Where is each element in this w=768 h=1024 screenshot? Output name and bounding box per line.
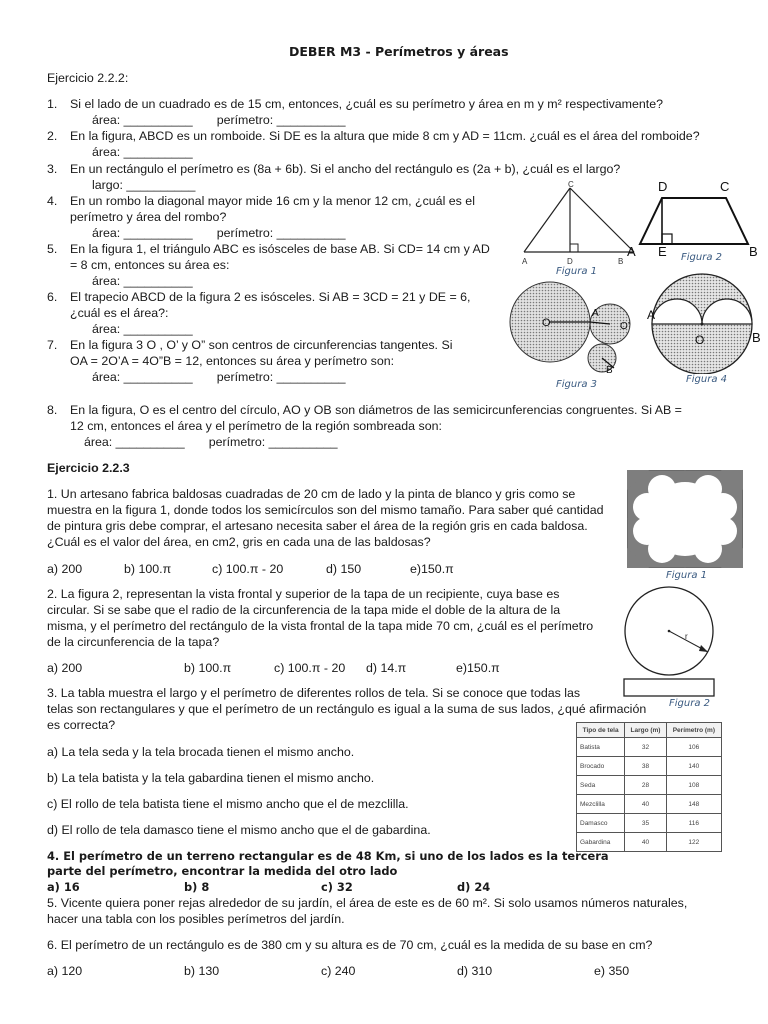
exercise-heading: Ejercicio 2.2.2:	[47, 71, 129, 85]
figure-caption: Figura 2	[681, 252, 722, 263]
figure-caption: Figura 1	[556, 266, 597, 277]
vertex-label: C	[568, 180, 574, 189]
item-number: 4.	[47, 194, 58, 208]
question-text: de pintura gris debe comprar, el artesano necesita saber el área de la región gris en cada baldosa.	[47, 519, 588, 533]
fabric-table	[576, 722, 722, 852]
table-header: Tipo de tela	[577, 723, 625, 738]
vertex-label: A	[522, 257, 528, 266]
question-text: misma, y el perímetro del rectángulo de la vista frontal de la tapa mide 70 cm, ¿cuál es el perímetro	[47, 619, 594, 633]
answer-blanks: área: __________	[92, 274, 193, 288]
item-number: 6.	[47, 290, 58, 304]
question-text: es correcta?	[47, 718, 116, 732]
table-cell: 40	[625, 795, 666, 814]
figure-caption: Figura 3	[556, 379, 597, 390]
point-label: B	[752, 330, 761, 345]
answer-option: b) 8	[184, 880, 210, 894]
table-cell: 32	[625, 738, 666, 757]
problem-text: En la figura 3 O , O’ y O” son centros de circunferencias tangentes. Si	[70, 338, 453, 352]
problem-text: En la figura, ABCD es un romboide. Si DE es la altura que mide 8 cm y AD = 11cm. ¿cuál es el área del romboide?	[70, 129, 700, 143]
problem-text: En un rombo la diagonal mayor mide 16 cm y la menor 12 cm, ¿cuál es el	[70, 194, 475, 208]
item-number: 3.	[47, 162, 58, 176]
question-text: parte del perímetro, encontrar la medida del otro lado	[47, 864, 398, 878]
table-cell: 148	[666, 795, 721, 814]
answer-option: b) 130	[184, 964, 220, 978]
answer-option: d) 310	[457, 964, 493, 978]
point-label: O	[695, 333, 705, 347]
vertex-label: B	[749, 244, 758, 259]
problem-text: OA = 2O’A = 4O”B = 12, entonces su área y perímetro son:	[70, 354, 395, 368]
problem-text: En un rectángulo el perímetro es (8a + 6b). Si el ancho del rectángulo es (2a + b), ¿cuál es el largo?	[70, 162, 621, 176]
item-number: 5.	[47, 242, 58, 256]
tile-figure	[627, 470, 743, 568]
page-title: DEBER M3 - Perímetros y áreas	[289, 44, 509, 59]
answer-blanks: área: __________ perímetro: __________	[92, 370, 346, 384]
table-row	[577, 757, 722, 776]
question-text: hacer una tabla con los posibles perímetros del jardín.	[47, 912, 345, 926]
problem-text: En la figura 1, el triángulo ABC es isósceles de base AB. Si CD= 14 cm y AD	[70, 242, 490, 256]
answer-option: c) 240	[321, 964, 356, 978]
answer-option: b) 100.π	[124, 562, 172, 576]
question-text: 6. El perímetro de un rectángulo es de 380 cm y su altura es de 70 cm, ¿cuál es la medida de su base en cm?	[47, 938, 653, 952]
vertex-label: B	[618, 257, 624, 266]
semicircles-figure	[646, 270, 768, 374]
question-text: 5. Vicente quiera poner rejas alrededor de su jardín, el área de este es de 60 m². Si solo usamos números naturales,	[47, 896, 688, 910]
point-label: A	[592, 308, 599, 319]
table-header: Perímetro (m)	[666, 723, 721, 738]
table-cell: 40	[625, 833, 666, 852]
table-cell: 28	[625, 776, 666, 795]
table-cell: 108	[666, 776, 721, 795]
answer-option: b) 100.π	[184, 661, 232, 675]
vertex-label: C	[720, 179, 730, 194]
answer-option: c) 100.π - 20	[212, 562, 284, 576]
table-cell: 106	[666, 738, 721, 757]
point-label: O’	[620, 321, 630, 332]
vertex-label: D	[658, 179, 668, 194]
question-text: circular. Si se sabe que el radio de la circunferencia de la tapa mide el doble de la altura de la	[47, 603, 561, 617]
question-text: telas son rectangulares y que el perímetro de un rectángulo es igual a la suma de sus lados, ¿qué afirmación	[47, 702, 647, 716]
point-label: B	[606, 365, 613, 376]
answer-blanks: área: __________ perímetro: __________	[84, 435, 338, 449]
problem-text: = 8 cm, entonces su área es:	[70, 258, 230, 272]
question-text: 4. El perímetro de un terreno rectangular es de 48 Km, si uno de los lados es la tercera	[47, 849, 609, 863]
lid-figure	[620, 584, 720, 700]
item-number: 7.	[47, 338, 58, 352]
table-header: Largo (m)	[625, 723, 666, 738]
table-cell: Batista	[577, 738, 625, 757]
table-cell: 35	[625, 814, 666, 833]
question-text: de la circunferencia de la tapa?	[47, 635, 220, 649]
answer-option: b) La tela batista y la tela gabardina tienen el mismo ancho.	[47, 771, 375, 785]
answer-option: a) 16	[47, 880, 80, 894]
answer-option: d) 150	[326, 562, 362, 576]
problem-text: En la figura, O es el centro del círculo, AO y OB son diámetros de las semicircunferencias congruentes. Si AB =	[70, 403, 682, 417]
vertex-label: E	[658, 244, 667, 259]
item-number: 2.	[47, 129, 58, 143]
table-cell: 116	[666, 814, 721, 833]
table-cell: 140	[666, 757, 721, 776]
item-number: 8.	[47, 403, 58, 417]
question-text: 3. La tabla muestra el largo y el perímetro de diferentes rollos de tela. Si se conoce que todas las	[47, 686, 581, 700]
table-row	[577, 814, 722, 833]
table-cell: Gabardina	[577, 833, 625, 852]
answer-option: c) 100.π - 20	[274, 661, 346, 675]
answer-option: e)150.π	[410, 562, 454, 576]
table-cell: Mezclilla	[577, 795, 625, 814]
table-cell: Seda	[577, 776, 625, 795]
exercise-heading: Ejercicio 2.2.3	[47, 461, 130, 475]
tangent-circles-figure	[508, 280, 654, 384]
answer-option: e) 350	[594, 964, 630, 978]
trapezoid-figure	[620, 176, 766, 264]
table-cell: Damasco	[577, 814, 625, 833]
table-cell: 38	[625, 757, 666, 776]
answer-option: c) El rollo de tela batista tiene el mismo ancho que el de mezclilla.	[47, 797, 409, 811]
answer-option: a) 120	[47, 964, 83, 978]
question-text: 1. Un artesano fabrica baldosas cuadradas de 20 cm de lado y la pinta de blanco y gris como se	[47, 487, 576, 501]
answer-option: a) 200	[47, 661, 83, 675]
point-label: O	[542, 317, 551, 329]
figure-caption: Figura 1	[666, 570, 707, 581]
answer-option: a) La tela seda y la tela brocada tienen el mismo ancho.	[47, 745, 355, 759]
answer-blanks: área: __________ perímetro: __________	[92, 113, 346, 127]
table-row	[577, 738, 722, 757]
answer-blanks: área: __________ perímetro: __________	[92, 226, 346, 240]
answer-blanks: largo: __________	[92, 178, 196, 192]
item-number: 1.	[47, 97, 58, 111]
figure-caption: Figura 2	[669, 698, 710, 709]
vertex-label: D	[567, 257, 573, 266]
vertex-label: A	[627, 244, 636, 259]
answer-blanks: área: __________	[92, 322, 193, 336]
table-cell: Brocado	[577, 757, 625, 776]
answer-option: d) 14.π	[366, 661, 407, 675]
point-label: A	[647, 308, 656, 322]
answer-option: e)150.π	[456, 661, 500, 675]
figure-caption: Figura 4	[686, 374, 727, 385]
answer-option: d) 24	[457, 880, 491, 894]
problem-text: ¿cuál es el área?:	[70, 306, 169, 320]
answer-option: c) 32	[321, 880, 353, 894]
problem-text: perímetro y área del rombo?	[70, 210, 227, 224]
answer-blanks: área: __________	[92, 145, 193, 159]
problem-text: Si el lado de un cuadrado es de 15 cm, entonces, ¿cuál es su perímetro y área en m y m² respectivamente?	[70, 97, 663, 111]
radius-label: r	[685, 632, 688, 641]
table-header-row	[577, 723, 722, 738]
problem-text: El trapecio ABCD de la figura 2 es isósceles. Si AB = 3CD = 21 y DE = 6,	[70, 290, 471, 304]
answer-option: a) 200	[47, 562, 83, 576]
table-row	[577, 795, 722, 814]
problem-text: 12 cm, entonces el área y el perímetro de la región sombreada son:	[70, 419, 442, 433]
table-cell: 122	[666, 833, 721, 852]
table-row	[577, 776, 722, 795]
answer-option: d) El rollo de tela damasco tiene el mismo ancho que el de gabardina.	[47, 823, 431, 837]
question-text: ¿Cuál es el valor del área, en cm2, gris en cada una de las baldosas?	[47, 535, 431, 549]
question-text: 2. La figura 2, representan la vista frontal y superior de la tapa de un recipiente, cuya base es	[47, 587, 560, 601]
question-text: muestra en la figura 1, donde todos los semicírculos son del mismo tamaño. Para saber qué cantidad	[47, 503, 604, 517]
